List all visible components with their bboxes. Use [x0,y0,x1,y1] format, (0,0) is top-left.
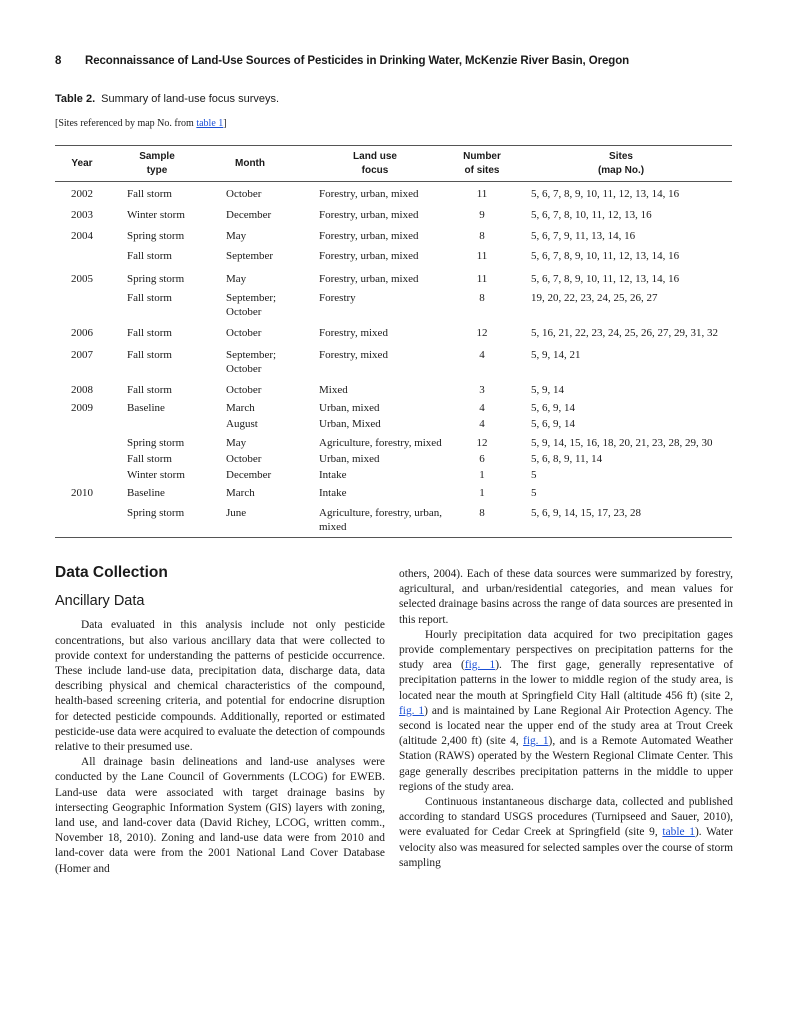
cell-month: October [226,384,262,396]
table-note-close: ] [223,118,227,129]
table-header [55,146,732,182]
cell-month: August [226,418,258,430]
text-run: Hourly precipitation data acquired for two precipitation gages provide complementary perspectives on precipitation patterns for the study area ( [399,628,733,672]
paragraph: others, 2004). Each of these data sources were summarized by forestry, agricultural, and urban/residential categories, and mean values for selected drainage basins across the range of data sources are presented in this report. [399,568,733,626]
cell-n: 6 [479,453,485,465]
cell-n: 11 [476,273,488,285]
cell-type: Baseline [127,402,165,414]
cell-n: 1 [479,469,485,481]
land-use-table [55,145,732,538]
cell-n: 12 [476,327,488,339]
fig-1-link[interactable]: fig. 1 [464,659,496,672]
header-sample-type [117,150,197,178]
cell-sites: 19, 20, 22, 23, 24, 25, 26, 27 [531,292,658,304]
paragraph: Data evaluated in this analysis include not only pesticide concentrations, but also various ancillary data that were collected to provide context for understanding the patterns of pesticide occurrence. These include land-use data, precipitation data, discharge data, data describing physical and chemical characteristics of the compound, health-based screening criteria, and potential for endocrine disruption for detected pesticide compounds. Additionally, reported or estimated pesticide-use data were acquired to evaluate the detection of compounds relative to their presumed use. [55,619,385,754]
cell-n: 3 [479,384,485,396]
cell-focus: Intake [319,487,347,499]
cell-sites: 5, 6, 9, 14 [531,418,575,430]
cell-type: Spring storm [127,507,185,519]
cell-year: 2004 [71,230,93,242]
paragraph [399,628,733,795]
cell-month: May [226,273,247,285]
header-sample-type-line1: Sample [139,151,175,162]
cell-n: 12 [476,437,488,449]
cell-year: 2008 [71,384,93,396]
cell-type: Spring storm [127,437,185,449]
header-month: Month [235,158,265,169]
table-label: Table 2. [55,93,96,105]
header-number-of-sites [452,150,512,178]
cell-year: 2010 [71,487,93,499]
right-column [399,567,733,871]
header-sites [581,150,661,178]
cell-type: Spring storm [127,273,185,285]
cell-month: December [226,469,272,481]
table-body [55,182,732,537]
table-1-link[interactable]: table 1 [662,826,695,839]
cell-focus: Forestry, urban, mixed [319,273,419,285]
running-header [55,55,755,67]
cell-month: March [226,487,255,499]
cell-type: Fall storm [127,292,172,304]
cell-sites: 5, 16, 21, 22, 23, 24, 25, 26, 27, 29, 31, 32 [531,327,718,339]
cell-month: October [226,188,262,200]
cell-n: 1 [479,487,485,499]
cell-n: 9 [479,209,485,221]
table-caption [55,93,279,105]
cell-n: 8 [479,507,485,519]
cell-type: Fall storm [127,349,172,361]
text-run: ). Water velocity also was measured for selected samples over the course of storm sampling [399,826,733,869]
subsection-title: Ancillary Data [55,593,145,610]
fig-1-link[interactable]: fig. 1 [399,704,425,717]
cell-sites: 5, 6, 7, 8, 10, 11, 12, 13, 16 [531,209,652,221]
cell-n: 4 [479,402,485,414]
cell-focus: Forestry, mixed [319,327,388,339]
table-note-text: [Sites referenced by map No. from [55,118,197,129]
paragraph [399,795,733,871]
header-land-use-line1: Land use [353,151,397,162]
cell-type: Fall storm [127,453,172,465]
header-land-use-line2: focus [361,165,389,176]
cell-type: Spring storm [127,230,185,242]
page-number: 8 [55,55,62,67]
cell-month: May [226,230,247,242]
cell-month: October [226,327,262,339]
cell-month: December [226,209,272,221]
header-number-line2: of sites [464,165,500,176]
cell-month: May [226,437,247,449]
cell-type: Baseline [127,487,165,499]
header-land-use [335,150,415,178]
cell-focus: Forestry [319,292,356,304]
cell-sites: 5 [531,469,537,481]
paragraph: All drainage basin delineations and land-use analyses were conducted by the Lane Council of Governments (LCOG) for EWEB. Land-use data were associated with target drainage basins by intersecting Geographic Information System (GIS) layers with zoning, land use, and land-cover data (David Richey, LCOG, written comm., November 18, 2010). Zoning and land-use data were from 2010 and land-cover data were from the 2001 National Land Cover Database (Homer and [55,756,385,875]
cell-year: 2006 [71,327,93,339]
cell-sites: 5, 6, 9, 14, 15, 17, 23, 28 [531,507,641,519]
cell-sites: 5, 6, 9, 14 [531,402,575,414]
cell-sites: 5, 6, 8, 9, 11, 14 [531,453,603,465]
text-run: ). The first gage, generally representative of precipitation patterns in the lower to middle region of the study area, is located near the mouth at Springfield City Hall (altitude 456 ft) (site 2, [399,659,734,702]
cell-n: 8 [479,292,485,304]
cell-month: October [226,453,262,465]
cell-year: 2003 [71,209,93,221]
cell-focus: Urban, mixed [319,402,380,414]
table-title: Summary of land-use focus surveys. [101,93,280,105]
cell-month: March [226,402,255,414]
cell-focus: Agriculture, forestry, urban, mixed [319,507,442,533]
text-run: ), and is a Remote Automated Weather Station (RAWS) operated by the Western Regional Climate Center. This gage generally describes precipitation patterns in the middle to upper regions of the study area. [399,735,733,793]
table-note [55,118,227,129]
header-sites-line2: (map No.) [597,165,645,176]
cell-sites: 5, 6, 7, 8, 9, 10, 11, 12, 13, 14, 16 [531,188,680,200]
cell-n: 11 [476,250,488,262]
cell-focus: Forestry, urban, mixed [319,250,419,262]
cell-sites: 5, 6, 7, 8, 9, 10, 11, 12, 13, 14, 16 [531,250,680,262]
cell-type: Fall storm [127,327,172,339]
cell-type: Winter storm [127,209,185,221]
cell-year: 2002 [71,188,93,200]
cell-month: September [226,250,274,262]
table-1-link[interactable]: table 1 [196,118,224,129]
cell-year: 2007 [71,349,93,361]
cell-type: Fall storm [127,384,172,396]
cell-sites: 5, 6, 7, 9, 11, 13, 14, 16 [531,230,636,242]
running-title: Reconnaissance of Land-Use Sources of Pesticides in Drinking Water, McKenzie River Basin, Oregon [85,55,630,67]
cell-focus: Intake [319,469,347,481]
header-sites-line1: Sites [609,151,633,162]
text-run: Continuous instantaneous discharge data, collected and published according to standard USGS procedures (Turnipseed and Sauer, 2010), were evaluated for Cedar Creek at Springfield (site 9, [399,796,733,839]
text-run: ) and is maintained by Lane Regional Air Protection Agency. The second is located near the upper end of the study area at Trout Creek (altitude 2,400 ft) (site 4, [399,704,734,748]
cell-focus: Urban, Mixed [319,418,381,430]
header-number-line1: Number [463,151,501,162]
cell-focus: Agriculture, forestry, mixed [319,437,442,449]
cell-year: 2005 [71,273,93,285]
cell-focus: Mixed [319,384,348,396]
cell-type: Fall storm [127,250,172,262]
cell-focus: Forestry, mixed [319,349,388,361]
cell-sites: 5, 9, 14, 15, 16, 18, 20, 21, 23, 28, 29, 30 [531,437,713,449]
cell-sites: 5 [531,487,537,499]
cell-n: 11 [476,188,488,200]
cell-focus: Forestry, urban, mixed [319,230,419,242]
cell-focus: Urban, mixed [319,453,380,465]
left-column [55,565,385,877]
cell-focus: Forestry, urban, mixed [319,188,419,200]
cell-n: 4 [479,418,485,430]
cell-n: 4 [479,349,485,361]
cell-month: September; October [226,349,277,375]
header-sample-type-line2: type [146,165,168,176]
cell-type: Winter storm [127,469,185,481]
cell-month: September; October [226,292,277,318]
cell-sites: 5, 6, 7, 8, 9, 10, 11, 12, 13, 14, 16 [531,273,680,285]
cell-n: 8 [479,230,485,242]
cell-focus: Forestry, urban, mixed [319,209,419,221]
section-title: Data Collection [55,564,168,581]
cell-year: 2009 [71,402,93,414]
cell-type: Fall storm [127,188,172,200]
header-year: Year [71,158,93,169]
cell-sites: 5, 9, 14, 21 [531,349,581,361]
cell-sites: 5, 9, 14 [531,384,564,396]
cell-month: June [226,507,247,519]
fig-1-link[interactable]: fig. 1 [523,735,549,748]
